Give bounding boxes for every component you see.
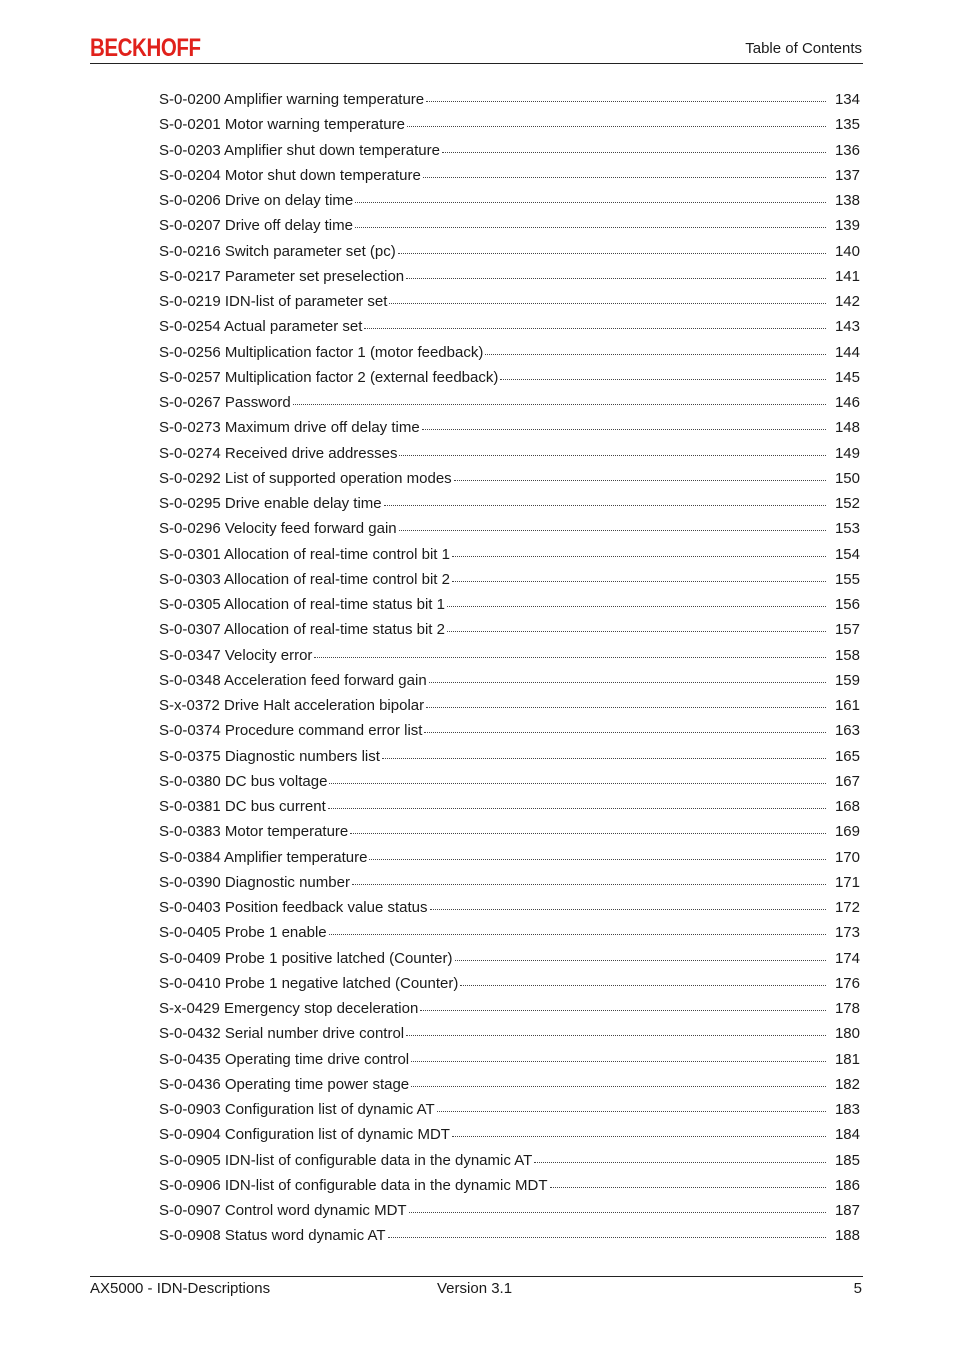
toc-entry-page[interactable]: 154: [834, 545, 860, 563]
toc-dot-leader: [355, 201, 826, 203]
toc-dot-leader: [454, 479, 826, 481]
toc-entry-title[interactable]: S-0-0903 Configuration list of dynamic AT: [159, 1101, 435, 1118]
toc-dot-leader: [399, 529, 826, 531]
toc-entry[interactable]: [159, 819, 863, 844]
toc-entry-title[interactable]: S-0-0907 Control word dynamic MDT: [159, 1202, 407, 1219]
toc-entry-page[interactable]: 170: [834, 848, 860, 866]
toc-entry[interactable]: [159, 845, 863, 870]
toc-dot-leader: [388, 1236, 827, 1238]
toc-entry[interactable]: [159, 516, 863, 541]
toc-entry-title[interactable]: S-0-0375 Diagnostic numbers list: [159, 747, 380, 765]
toc-entry[interactable]: [159, 1122, 863, 1147]
toc-dot-leader: [426, 706, 826, 708]
toc-entry-page[interactable]: 172: [834, 899, 860, 916]
beckhoff-logo: BECKHOFF: [90, 34, 201, 62]
toc-entry-page[interactable]: 157: [834, 621, 860, 639]
toc-entry[interactable]: [159, 1072, 863, 1097]
toc-entry[interactable]: [159, 567, 863, 592]
toc-dot-leader: [447, 630, 826, 632]
toc-entry-title[interactable]: S-0-0906 IDN-list of configurable data in the dynamic MDT: [159, 1176, 548, 1194]
toc-entry-title[interactable]: S-0-0219 IDN-list of parameter set: [159, 293, 388, 310]
toc-entry[interactable]: [159, 668, 863, 693]
toc-entry-title[interactable]: S-0-0348 Acceleration feed forward gain: [159, 671, 427, 689]
toc-entry-title[interactable]: S-0-0435 Operating time drive control: [159, 1050, 410, 1068]
toc-entry-page[interactable]: 153: [834, 520, 860, 538]
toc-entry-page[interactable]: 178: [834, 1000, 860, 1017]
toc-entry-page[interactable]: 169: [834, 823, 860, 841]
toc-dot-leader: [423, 176, 826, 178]
toc-entry-title[interactable]: S-0-0410 Probe 1 negative latched (Counter): [159, 974, 459, 992]
toc-entry-title[interactable]: S-0-0292 List of supported operation modes: [159, 469, 452, 487]
toc-dot-leader: [430, 908, 827, 910]
toc-entry-title[interactable]: S-0-0405 Probe 1 enable: [159, 924, 327, 942]
toc-entry-page[interactable]: 186: [834, 1176, 860, 1194]
toc-entry[interactable]: [159, 239, 863, 264]
toc-entry-title[interactable]: S-0-0201 Motor warning temperature: [159, 116, 405, 134]
toc-entry[interactable]: [159, 1047, 863, 1072]
toc-entry-title[interactable]: S-0-0257 Multiplication factor 2 (external feedback): [159, 368, 499, 386]
toc-entry-title[interactable]: S-0-0256 Multiplication factor 1 (motor feedback): [159, 343, 484, 361]
toc-dot-leader: [447, 605, 826, 607]
toc-dot-leader: [399, 454, 826, 456]
toc-dot-leader: [452, 580, 826, 582]
toc-entry[interactable]: [159, 920, 863, 945]
toc-entry-title[interactable]: S-0-0432 Serial number drive control: [159, 1025, 405, 1043]
toc-entry-title[interactable]: S-0-0390 Diagnostic number: [159, 873, 350, 891]
toc-entry-title[interactable]: S-0-0305 Allocation of real-time status bit 1: [159, 596, 445, 613]
toc-entry[interactable]: [159, 138, 863, 163]
toc-entry[interactable]: [159, 213, 863, 238]
toc-dot-leader: [411, 1060, 826, 1062]
toc-entry-title[interactable]: S-0-0904 Configuration list of dynamic MDT: [159, 1126, 450, 1144]
toc-dot-leader: [384, 504, 826, 506]
toc-entry[interactable]: [159, 643, 863, 668]
toc-dot-leader: [355, 226, 826, 228]
toc-entry-page[interactable]: 163: [834, 722, 860, 740]
toc-entry-page[interactable]: 173: [834, 924, 860, 942]
toc-entry-title[interactable]: S-0-0216 Switch parameter set (pc): [159, 242, 396, 260]
toc-entry-page[interactable]: 185: [834, 1151, 860, 1169]
toc-entry[interactable]: [159, 718, 863, 743]
toc-dot-leader: [406, 1034, 826, 1036]
toc-dot-leader: [452, 555, 826, 557]
toc-entry-page[interactable]: 161: [834, 697, 860, 714]
toc-entry-page[interactable]: 156: [834, 596, 860, 613]
toc-entry-page[interactable]: 180: [834, 1025, 860, 1043]
toc-dot-leader: [500, 378, 826, 380]
toc-entry-page[interactable]: 139: [834, 217, 860, 235]
toc-dot-leader: [329, 782, 826, 784]
toc-entry[interactable]: [159, 289, 863, 314]
toc-entry[interactable]: [159, 1097, 863, 1122]
toc-entry-page[interactable]: 138: [834, 192, 860, 209]
toc-entry-title[interactable]: S-0-0254 Actual parameter set: [159, 318, 363, 336]
toc-entry-title[interactable]: S-0-0204 Motor shut down temperature: [159, 166, 421, 184]
toc-dot-leader: [411, 1085, 826, 1087]
toc-entry[interactable]: [159, 617, 863, 642]
toc-entry-page[interactable]: 165: [834, 747, 860, 765]
toc-entry[interactable]: [159, 870, 863, 895]
toc-entry-page[interactable]: 140: [834, 242, 860, 260]
toc-entry[interactable]: [159, 693, 863, 718]
toc-entry[interactable]: [159, 491, 863, 516]
toc-entry-page[interactable]: 174: [834, 949, 860, 967]
toc-entry-page[interactable]: 188: [834, 1227, 860, 1245]
toc-entry-page[interactable]: 182: [834, 1075, 860, 1093]
toc-entry[interactable]: [159, 971, 863, 996]
toc-entry[interactable]: [159, 542, 863, 567]
toc-entry-page[interactable]: 184: [834, 1126, 860, 1144]
toc-entry-page[interactable]: 183: [834, 1101, 860, 1118]
toc-entry[interactable]: [159, 1198, 863, 1223]
header-divider: [90, 63, 863, 64]
toc-dot-leader: [409, 1211, 826, 1213]
toc-entry[interactable]: [159, 264, 863, 289]
toc-entry-page[interactable]: 135: [834, 116, 860, 134]
toc-entry-title[interactable]: S-0-0267 Password: [159, 394, 291, 411]
toc-dot-leader: [329, 933, 826, 935]
toc-entry[interactable]: [159, 87, 863, 112]
toc-dot-leader: [314, 656, 826, 658]
toc-entry-page[interactable]: 148: [834, 419, 860, 437]
toc-entry-title[interactable]: S-0-0203 Amplifier shut down temperature: [159, 141, 440, 159]
toc-entry[interactable]: [159, 1223, 863, 1248]
toc-entry-page[interactable]: 143: [834, 318, 860, 336]
toc-entry[interactable]: [159, 744, 863, 769]
toc-dot-leader: [382, 757, 826, 759]
toc-entry-title[interactable]: S-0-0436 Operating time power stage: [159, 1075, 410, 1093]
toc-entry-page[interactable]: 181: [834, 1050, 860, 1068]
toc-dot-leader: [452, 1135, 826, 1137]
toc-entry-page[interactable]: 187: [834, 1202, 860, 1219]
toc-entry-title[interactable]: S-0-0380 DC bus voltage: [159, 772, 328, 790]
toc-entry-page[interactable]: 150: [834, 469, 860, 487]
toc-entry-page[interactable]: 155: [834, 570, 860, 588]
toc-dot-leader: [364, 327, 826, 329]
toc-dot-leader: [426, 100, 826, 102]
toc-entry-page[interactable]: 145: [834, 368, 860, 386]
toc-entry[interactable]: [159, 946, 863, 971]
toc-entry-page[interactable]: 146: [834, 394, 860, 411]
toc-dot-leader: [424, 731, 826, 733]
toc-entry[interactable]: [159, 112, 863, 137]
toc-entry[interactable]: [159, 441, 863, 466]
toc-entry-title[interactable]: S-0-0347 Velocity error: [159, 646, 313, 664]
toc-entry[interactable]: [159, 1173, 863, 1198]
toc-entry-title[interactable]: S-x-0429 Emergency stop deceleration: [159, 1000, 419, 1017]
toc-entry-title[interactable]: S-0-0307 Allocation of real-time status bit 2: [159, 621, 445, 639]
toc-entry[interactable]: [159, 340, 863, 365]
toc-entry-page[interactable]: 159: [834, 671, 860, 689]
toc-entry-page[interactable]: 144: [834, 343, 860, 361]
toc-entry-title[interactable]: S-x-0372 Drive Halt acceleration bipolar: [159, 697, 425, 714]
toc-entry-page[interactable]: 171: [834, 873, 860, 891]
toc-entry[interactable]: [159, 163, 863, 188]
toc-dot-leader: [350, 832, 826, 834]
toc-entry-page[interactable]: 142: [834, 293, 860, 310]
toc-dot-leader: [422, 428, 826, 430]
toc-dot-leader: [455, 959, 827, 961]
toc-entry-title[interactable]: S-0-0217 Parameter set preselection: [159, 267, 405, 285]
toc-entry-title[interactable]: S-0-0383 Motor temperature: [159, 823, 349, 841]
table-of-contents: [159, 87, 863, 1249]
toc-entry-page[interactable]: 158: [834, 646, 860, 664]
toc-entry-page[interactable]: 149: [834, 444, 860, 462]
toc-entry[interactable]: [159, 314, 863, 339]
toc-entry[interactable]: [159, 1148, 863, 1173]
toc-entry-page[interactable]: 176: [834, 974, 860, 992]
toc-entry-page[interactable]: 167: [834, 772, 860, 790]
toc-entry-title[interactable]: S-0-0374 Procedure command error list: [159, 722, 423, 740]
toc-entry-title[interactable]: S-0-0905 IDN-list of configurable data in the dynamic AT: [159, 1151, 533, 1169]
toc-dot-leader: [550, 1186, 826, 1188]
toc-entry-title[interactable]: S-0-0381 DC bus current: [159, 798, 326, 815]
toc-entry-title[interactable]: S-0-0200 Amplifier warning temperature: [159, 91, 425, 108]
toc-entry-title[interactable]: S-0-0908 Status word dynamic AT: [159, 1227, 386, 1245]
toc-entry-title[interactable]: S-0-0301 Allocation of real-time control bit 1: [159, 545, 450, 563]
toc-dot-leader: [429, 681, 826, 683]
toc-entry-title[interactable]: S-0-0274 Received drive addresses: [159, 444, 398, 462]
toc-entry-page[interactable]: 134: [834, 91, 860, 108]
toc-entry-page[interactable]: 152: [834, 495, 860, 512]
toc-dot-leader: [485, 353, 826, 355]
toc-entry-title[interactable]: S-0-0384 Amplifier temperature: [159, 848, 368, 866]
toc-dot-leader: [534, 1161, 826, 1163]
header-section-title: Table of Contents: [745, 40, 862, 57]
toc-entry-title[interactable]: S-0-0296 Velocity feed forward gain: [159, 520, 397, 538]
toc-entry[interactable]: [159, 794, 863, 819]
toc-entry[interactable]: [159, 1021, 863, 1046]
toc-dot-leader: [398, 252, 826, 254]
toc-dot-leader: [407, 125, 826, 127]
toc-entry-title[interactable]: S-0-0295 Drive enable delay time: [159, 495, 382, 512]
toc-dot-leader: [420, 1009, 826, 1011]
toc-entry-page[interactable]: 136: [834, 141, 860, 159]
toc-dot-leader: [437, 1110, 826, 1112]
toc-dot-leader: [389, 302, 826, 304]
toc-entry[interactable]: [159, 895, 863, 920]
toc-entry[interactable]: [159, 188, 863, 213]
toc-entry-title[interactable]: S-0-0403 Position feedback value status: [159, 899, 428, 916]
toc-entry-page[interactable]: 141: [834, 267, 860, 285]
toc-dot-leader: [369, 858, 826, 860]
toc-entry[interactable]: [159, 996, 863, 1021]
toc-entry-title[interactable]: S-0-0409 Probe 1 positive latched (Counter): [159, 949, 453, 967]
toc-entry[interactable]: [159, 592, 863, 617]
toc-entry-page[interactable]: 168: [834, 798, 860, 815]
toc-entry-title[interactable]: S-0-0273 Maximum drive off delay time: [159, 419, 420, 437]
toc-entry[interactable]: [159, 365, 863, 390]
toc-entry-title[interactable]: S-0-0303 Allocation of real-time control bit 2: [159, 570, 450, 588]
toc-entry[interactable]: [159, 415, 863, 440]
footer-page-number: 5: [853, 1280, 862, 1297]
toc-entry-title[interactable]: S-0-0207 Drive off delay time: [159, 217, 353, 235]
toc-dot-leader: [352, 883, 826, 885]
toc-dot-leader: [460, 984, 826, 986]
toc-dot-leader: [442, 151, 826, 153]
toc-entry-page[interactable]: 137: [834, 166, 860, 184]
toc-entry-title[interactable]: S-0-0206 Drive on delay time: [159, 192, 354, 209]
footer-document-title: AX5000 - IDN-Descriptions: [90, 1280, 271, 1297]
toc-dot-leader: [406, 277, 826, 279]
toc-entry[interactable]: [159, 390, 863, 415]
toc-dot-leader: [328, 807, 826, 809]
toc-dot-leader: [293, 403, 826, 405]
toc-entry[interactable]: [159, 769, 863, 794]
footer-divider: [90, 1276, 863, 1277]
footer-version: Version 3.1: [437, 1280, 513, 1297]
toc-entry[interactable]: [159, 466, 863, 491]
